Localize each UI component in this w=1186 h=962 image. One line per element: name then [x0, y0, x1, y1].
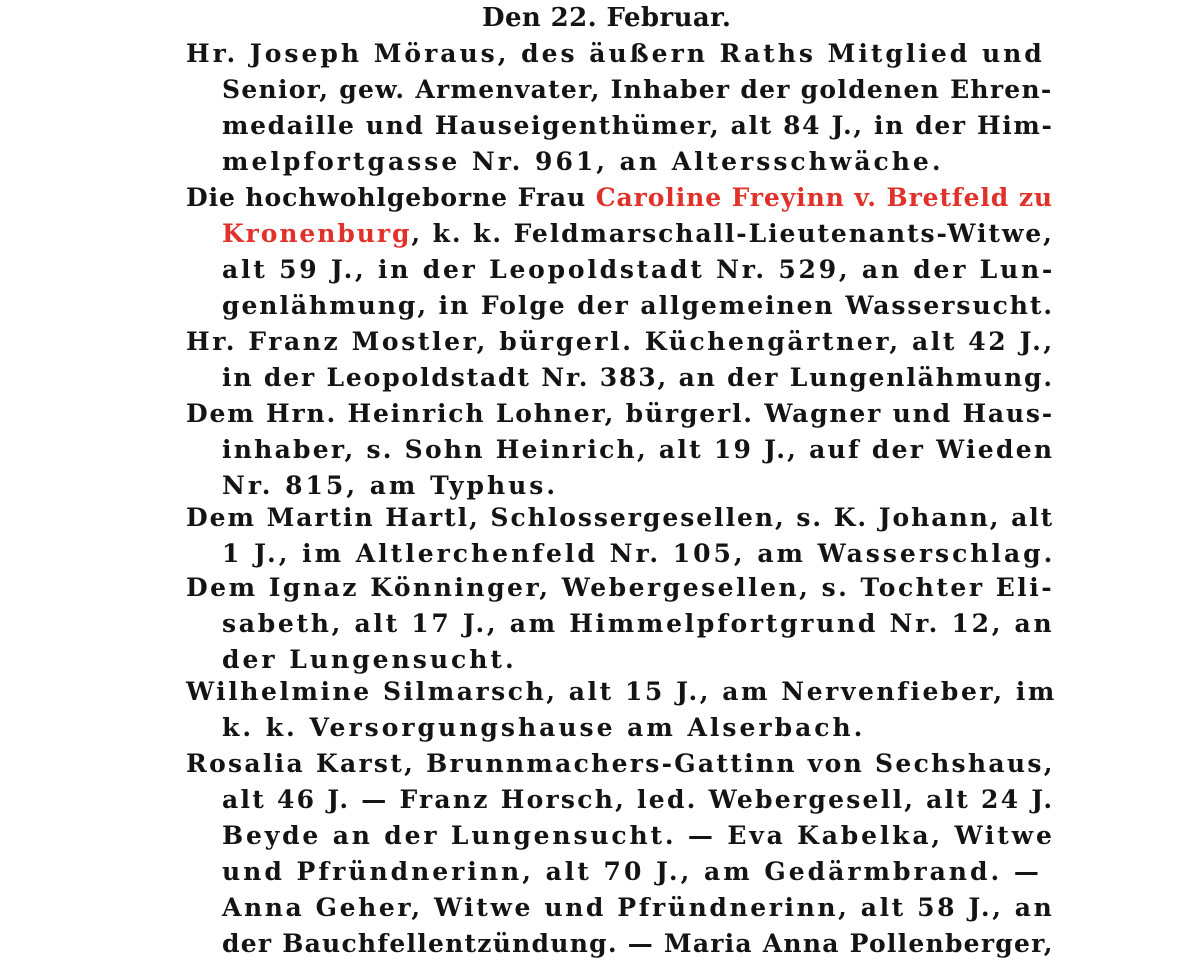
entry-line: Anna Geher, Witwe und Pfründnerinn, alt 58 J., an	[222, 893, 1055, 922]
entry-line: der Bauchfellentzündung. — Maria Anna Pollenberger,	[222, 929, 1054, 958]
entry-line: alt 59 J., in der Leopoldstadt Nr. 529, an der Lun-	[222, 255, 1056, 284]
highlighted-name: Caroline Freyinn v. Bretfeld zu	[595, 183, 1054, 212]
date-heading: Den 22. Februar.	[482, 3, 732, 33]
entry-line: Rosalia Karst, Brunnmachers-Gattinn von Sechshaus,	[186, 749, 1055, 778]
entry-line: alt 46 J. — Franz Horsch, led. Webergesell, alt 24 J.	[222, 785, 1055, 814]
entry-line: der Lungensucht.	[222, 645, 517, 674]
entry-line: genlähmung, in Folge der allgemeinen Wassersucht.	[222, 291, 1055, 320]
entry-line: Dem Ignaz Könninger, Webergesellen, s. Tochter Eli-	[186, 573, 1055, 602]
entry-line: sabeth, alt 17 J., am Himmelpfortgrund Nr. 12, an	[222, 609, 1055, 638]
entry-line: 1 J., im Altlerchenfeld Nr. 105, am Wasserschlag.	[222, 539, 1056, 568]
entry-line: inhaber, s. Sohn Heinrich, alt 19 J., auf der Wieden	[222, 435, 1055, 464]
entry-line: und Pfründnerinn, alt 70 J., am Gedärmbrand. —	[222, 857, 1042, 886]
entry-line: melpfortgasse Nr. 961, an Altersschwäche.	[222, 147, 944, 176]
highlighted-name: Kronenburg	[222, 219, 412, 248]
entry-line	[186, 180, 1053, 216]
entry-line: k. k. Versorgungshause am Alserbach.	[222, 713, 866, 742]
entry-line: Nr. 815, am Typhus.	[222, 471, 559, 500]
entry-text: Die hochwohlgeborne Frau	[186, 183, 596, 212]
entry-line: medaille und Hauseigenthümer, alt 84 J., in der Him-	[222, 111, 1054, 140]
entry-line: Beyde an der Lungensucht. — Eva Kabelka, Witwe	[222, 821, 1055, 850]
entry-line: Hr. Franz Mostler, bürgerl. Küchengärtner, alt 42 J.,	[186, 327, 1055, 356]
entry-line: Wilhelmine Silmarsch, alt 15 J., am Nervenfieber, im	[186, 677, 1057, 706]
entry-line: Senior, gew. Armenvater, Inhaber der goldenen Ehren-	[222, 75, 1053, 104]
entry-line: Hr. Joseph Möraus, des äußern Raths Mitglied und	[186, 39, 1045, 68]
entry-line: Dem Martin Hartl, Schlossergesellen, s. K. Johann, alt	[186, 503, 1055, 532]
entry-text: , k. k. Feldmarschall-Lieutenants-Witwe,	[411, 219, 1054, 248]
entry-line	[222, 216, 1054, 252]
entry-line: in der Leopoldstadt Nr. 383, an der Lungenlähmung.	[222, 363, 1054, 392]
entry-line: Dem Hrn. Heinrich Lohner, bürgerl. Wagner und Haus-	[186, 399, 1054, 428]
